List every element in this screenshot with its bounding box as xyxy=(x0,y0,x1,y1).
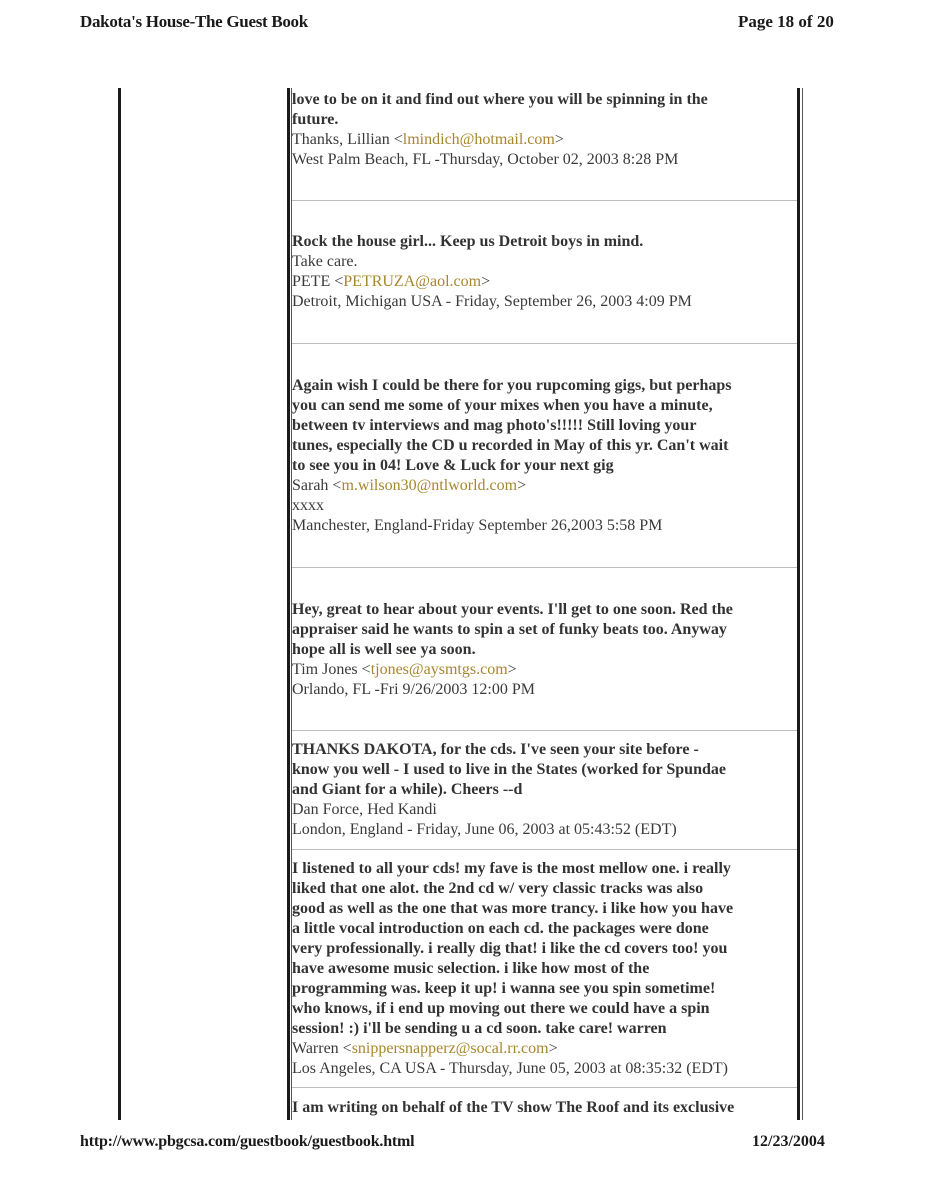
page-url: http://www.pbgcsa.com/guestbook/guestbook.html xyxy=(80,1133,415,1150)
entry-message-line: love to be on it and find out where you will be spinning in the xyxy=(292,91,708,108)
entry-message-line: and Giant for a while). Cheers --d xyxy=(292,781,523,798)
guestbook-entry xyxy=(292,90,795,190)
entry-message-line: have awesome music selection. i like how most of the xyxy=(292,960,650,977)
guestbook-entry xyxy=(292,740,795,840)
guestbook-entry xyxy=(292,859,795,1079)
entry-message-line: future. xyxy=(292,111,339,128)
email-link[interactable]: m.wilson30@ntlworld.com xyxy=(341,477,518,494)
signature-name: Warren < xyxy=(292,1040,352,1057)
entry-divider xyxy=(292,567,797,568)
signature-suffix: > xyxy=(517,477,527,494)
entry-divider xyxy=(292,200,797,201)
entry-location-date: Manchester, England-Friday September 26,2003 5:58 PM xyxy=(292,517,663,534)
entry-location-date: Los Angeles, CA USA - Thursday, June 05, 2003 at 08:35:32 (EDT) xyxy=(292,1060,728,1077)
table-border-left xyxy=(118,88,121,1120)
entry-divider xyxy=(292,343,797,344)
entry-location-date: Detroit, Michigan USA - Friday, September 26, 2003 4:09 PM xyxy=(292,293,692,310)
entry-signature xyxy=(292,130,795,150)
entry-divider xyxy=(292,730,797,731)
print-date: 12/23/2004 xyxy=(752,1133,825,1150)
email-link[interactable]: lmindich@hotmail.com xyxy=(402,131,555,148)
entry-message-line: you can send me some of your mixes when you have a minute, xyxy=(292,397,713,414)
entry-extra-line: Take care. xyxy=(292,253,358,270)
entry-signature xyxy=(292,272,795,292)
entry-message-line: I listened to all your cds! my fave is the most mellow one. i really xyxy=(292,860,731,877)
entry-message-line: good as well as the one that was more trancy. i like how you have xyxy=(292,900,734,917)
entry-message-line: Hey, great to hear about your events. I'll get to one soon. Red the xyxy=(292,601,733,618)
entry-message-line: I am writing on behalf of the TV show The Roof and its exclusive xyxy=(292,1099,735,1116)
page-header-title: Dakota's House-The Guest Book xyxy=(80,12,308,31)
signature-suffix: > xyxy=(548,1040,558,1057)
signature-name: PETE < xyxy=(292,273,344,290)
entry-message-line: appraiser said he wants to spin a set of funky beats too. Anyway xyxy=(292,621,727,638)
entry-message-line: Again wish I could be there for you rupcoming gigs, but perhaps xyxy=(292,377,732,394)
guestbook-entry xyxy=(292,376,795,536)
email-link[interactable]: PETRUZA@aol.com xyxy=(343,273,482,290)
signature-name: Thanks, Lillian < xyxy=(292,131,403,148)
entry-message-line: THANKS DAKOTA, for the cds. I've seen your site before - xyxy=(292,741,699,758)
entry-message-line: to see you in 04! Love & Luck for your next gig xyxy=(292,457,614,474)
entry-message-line: very professionally. i really dig that! i like the cd covers too! you xyxy=(292,940,728,957)
entry-after-signature: xxxx xyxy=(292,497,324,514)
entry-location-date: London, England - Friday, June 06, 2003 at 05:43:52 (EDT) xyxy=(292,821,677,838)
signature-suffix: > xyxy=(554,131,564,148)
guestbook-entry xyxy=(292,600,795,700)
signature-suffix: > xyxy=(481,273,491,290)
signature-name: Tim Jones < xyxy=(292,661,371,678)
email-link[interactable]: tjones@aysmtgs.com xyxy=(370,661,508,678)
entry-message-line: liked that one alot. the 2nd cd w/ very classic tracks was also xyxy=(292,880,704,897)
signature-suffix: > xyxy=(507,661,517,678)
page-number: Page 18 of 20 xyxy=(738,12,834,31)
entry-message-line: hope all is well see ya soon. xyxy=(292,641,476,658)
guestbook-entry xyxy=(292,1098,795,1118)
entry-signature: Dan Force, Hed Kandi xyxy=(292,801,437,818)
entry-signature xyxy=(292,476,795,496)
entry-divider xyxy=(292,849,797,850)
entry-message-line: a little vocal introduction on each cd. the packages were done xyxy=(292,920,709,937)
entry-message-line: between tv interviews and mag photo's!!!!! Still loving your xyxy=(292,417,697,434)
table-border-right-inner xyxy=(802,88,803,1120)
guestbook-entry xyxy=(292,232,795,312)
table-column-border xyxy=(287,88,290,1120)
entry-location-date: Orlando, FL -Fri 9/26/2003 12:00 PM xyxy=(292,681,535,698)
entry-divider xyxy=(292,1087,797,1088)
entry-signature xyxy=(292,1039,795,1059)
table-border-right xyxy=(797,88,800,1120)
entry-message-line: session! :) i'll be sending u a cd soon. take care! warren xyxy=(292,1020,667,1037)
email-link[interactable]: snippersnapperz@socal.rr.com xyxy=(351,1040,549,1057)
entry-message-line: programming was. keep it up! i wanna see you spin sometime! xyxy=(292,980,716,997)
entry-location-date: West Palm Beach, FL -Thursday, October 02, 2003 8:28 PM xyxy=(292,151,679,168)
entry-signature xyxy=(292,660,795,680)
guestbook-entries xyxy=(292,90,795,1118)
entry-message-line: know you well - I used to live in the States (worked for Spundae xyxy=(292,761,726,778)
entry-message-line: who knows, if i end up moving out there we could have a spin xyxy=(292,1000,710,1017)
signature-name: Sarah < xyxy=(292,477,342,494)
entry-message-line: Rock the house girl... Keep us Detroit boys in mind. xyxy=(292,233,644,250)
entry-message-line: tunes, especially the CD u recorded in May of this yr. Can't wait xyxy=(292,437,729,454)
